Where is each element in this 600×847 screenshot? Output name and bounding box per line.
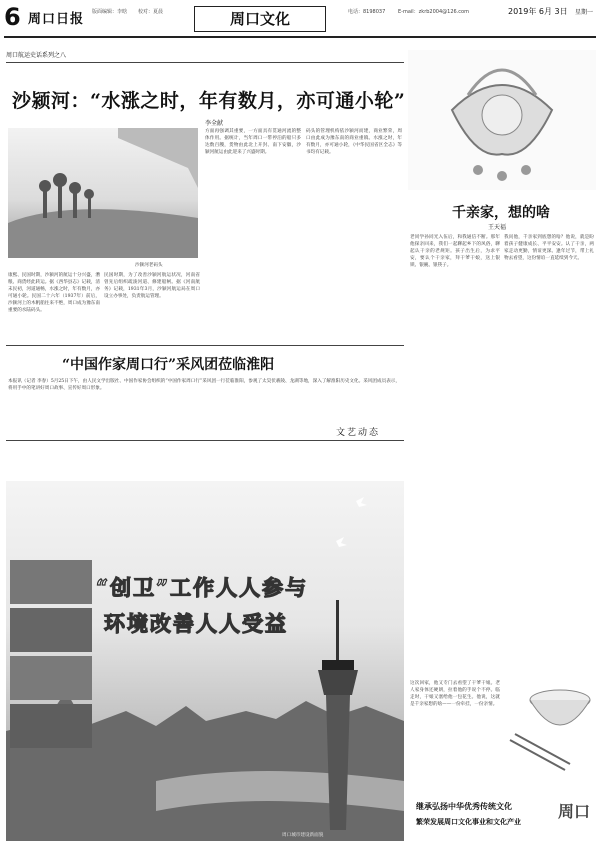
page-number: 6: [4, 4, 26, 30]
page-header: [0, 0, 600, 40]
article-headline: 沙颍河：“水涨之时，年有数月，亦可通小轮”: [12, 90, 406, 112]
article2-headline: “中国作家周口行”采风团莅临淮阳: [62, 357, 275, 373]
collage-photo: [10, 608, 92, 652]
essay-column: 我问他，千亲家到底想的啥？他说，就是盼着孩子健康成长、平平安安。认了干亲，两家走动更勤，情谊更深。逢年过节，带上礼物去看望，这份情谊一直延续到今天。: [504, 235, 594, 261]
collage-photo: [10, 704, 92, 748]
article-column: 码头的管理机构依沙颍河而建，商业繁荣，周口由此成为豫东南的商业重镇。水涨之时，年有数月，亦可通小轮，《中华民国省区全志》等书均有记载。: [306, 129, 402, 155]
bowl-illustration: [505, 670, 595, 780]
slogan-line-1: “创卫”工作人人参与: [96, 575, 309, 600]
photo-collage: [10, 560, 92, 750]
date-line: 2019年 6月 3日: [508, 7, 568, 16]
slogan-line-2: 环境改善人人受益: [104, 611, 288, 636]
article-author: 李全献: [205, 120, 224, 127]
article2-body: 本报讯（记者 李春）5月25日下午，由人民文学出版社、中国作家协会组织的“中国作家周口行”采风团一行莅临淮阳，参观了太昊伏羲陵、龙湖等地，深入了解淮阳历史文化。采风团成员表示，将用手中的笔讲好周口故事、宣传好周口形象。: [8, 379, 400, 391]
header-rule: [4, 36, 596, 38]
river-photo-illustration: [8, 128, 198, 258]
email-line: E-mail：zkrb2004@126.com: [398, 9, 469, 15]
feature-caption: 周口城市建设新面貌: [282, 833, 324, 838]
divider: [6, 62, 404, 63]
essay-column: 这次回家，他又专门去看望了干爹干娘。老人家身体还硬朗，拉着他的手说个不停。临走时，干娘又塞给他一包花生。他说，这就是千亲家想的啥——一份牵挂，一份亲情。: [410, 681, 500, 707]
river-photo: [8, 128, 198, 258]
banner-line-1: 继承弘扬中华优秀传统文化: [416, 801, 512, 811]
series-label: 周口航运史话系列之八: [6, 52, 67, 59]
column-tag: 文艺动态: [336, 428, 381, 438]
photo-caption: 沙颍河老码头: [135, 263, 163, 268]
banner-stamp: 周口: [558, 802, 591, 821]
essay-author: 王天福: [488, 224, 507, 231]
paper-logo: 周口日报: [28, 12, 85, 27]
article-column: 康熙、民国时期，沙颍河的航运十分兴盛，漕粮、商货经此转运。据《西华县志》记载，清末民初，河道通畅，水涨之时，年有数月，亦可通小轮。民国二十六年（1937年）前后，沙颍河上的木帆船往来不绝，周口成为豫东南重要的水陆码头。: [8, 273, 100, 313]
silver-lock-photo: [408, 50, 596, 190]
article-column: 方面再强调其重要，一方面具有贯通河流的整体作用。据统计，当年周口一带停泊的船只多达数百艘，货物由此北上开封、南下安徽，沙颍河航运由此迎来了兴盛时期。: [205, 129, 301, 155]
essay-column: 老同学孙同光入伍后，和我通信不断。那年他探亲回来，我们一起聊起乡下的风俗，聊起认干亲的老规矩。孩子出生后，为求平安，要认个干亲家，拜干爹干娘，送上银锁、银碗、银筷子。: [410, 235, 500, 268]
essay-headline: 千亲家，想的啥: [452, 205, 550, 221]
divider: [6, 345, 404, 346]
editor-line: 版面编辑：李晗: [92, 9, 128, 15]
section-title: 周口文化: [194, 6, 326, 32]
collage-photo: [10, 656, 92, 700]
tv-tower: [308, 600, 368, 830]
article-column: 民国时期，为了改善沙颍河航运状况，河南省曾先后组织疏浚河道、修建船闸。据《河南航务》记载，1931年3月，沙颍河航运局在周口设立办事处，负责航运管理。: [104, 273, 200, 299]
weekday: 星期一: [575, 9, 594, 16]
divider: [6, 440, 404, 441]
checker-line: 校对：夏晨: [138, 9, 164, 15]
silver-bowl-photo: [505, 670, 595, 780]
silver-lock-illustration: [408, 50, 596, 190]
banner-line-2: 繁荣发展周口文化事业和文化产业: [416, 817, 521, 826]
cultural-banner: [408, 795, 596, 843]
phone-line: 电话：8198037: [348, 9, 386, 15]
collage-photo: [10, 560, 92, 604]
